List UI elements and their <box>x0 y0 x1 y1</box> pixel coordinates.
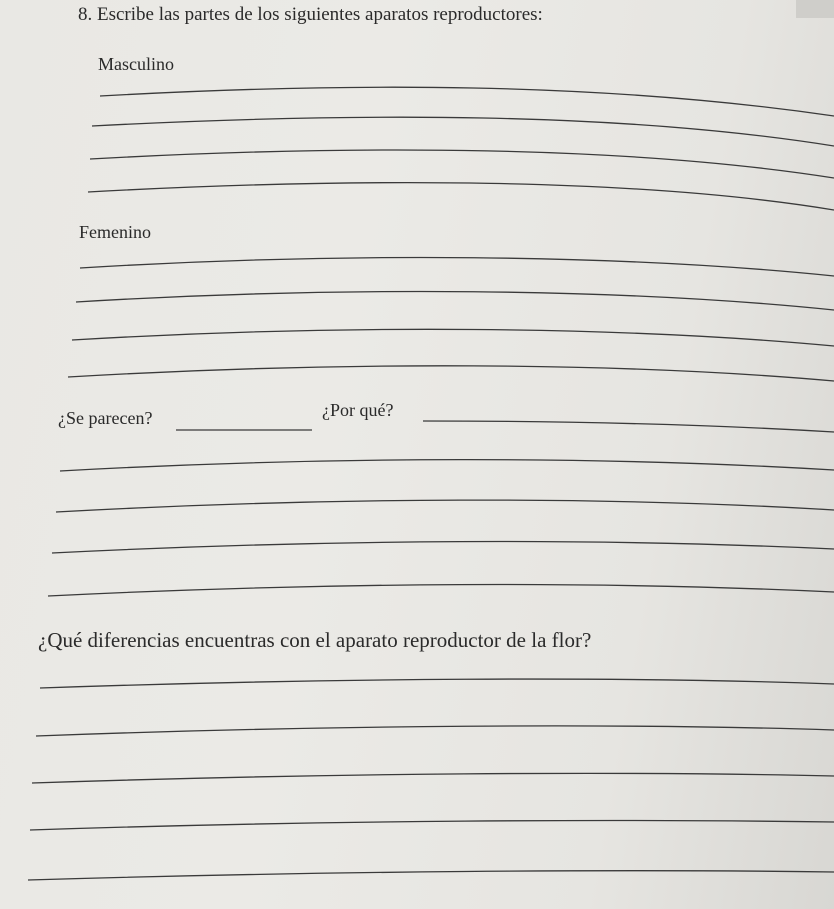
answer-line <box>52 542 834 553</box>
answer-line <box>36 726 834 736</box>
answer-line <box>60 460 834 471</box>
similar-question: ¿Se parecen? <box>58 408 153 428</box>
why-question: ¿Por qué? <box>322 400 394 420</box>
answer-line <box>100 87 834 116</box>
answer-line <box>92 117 834 146</box>
answer-line <box>40 679 834 688</box>
answer-line <box>72 329 834 346</box>
answer-line <box>88 183 834 210</box>
female-section-label: Femenino <box>79 222 151 242</box>
male-section-label: Masculino <box>98 54 174 74</box>
answer-line <box>80 258 834 276</box>
answer-line <box>68 366 834 381</box>
differences-question: ¿Qué diferencias encuentras con el aparato reproductor de la flor? <box>38 628 592 652</box>
answer-line <box>28 871 834 880</box>
answer-line <box>30 821 834 830</box>
answer-blank-why <box>423 421 834 432</box>
exercise-heading: 8. Escribe las partes de los siguientes aparatos reproductores: <box>78 4 543 25</box>
answer-line <box>76 292 834 310</box>
answer-line <box>56 500 834 512</box>
answer-line <box>32 773 834 783</box>
answer-line <box>90 150 834 178</box>
answer-line <box>48 585 834 596</box>
